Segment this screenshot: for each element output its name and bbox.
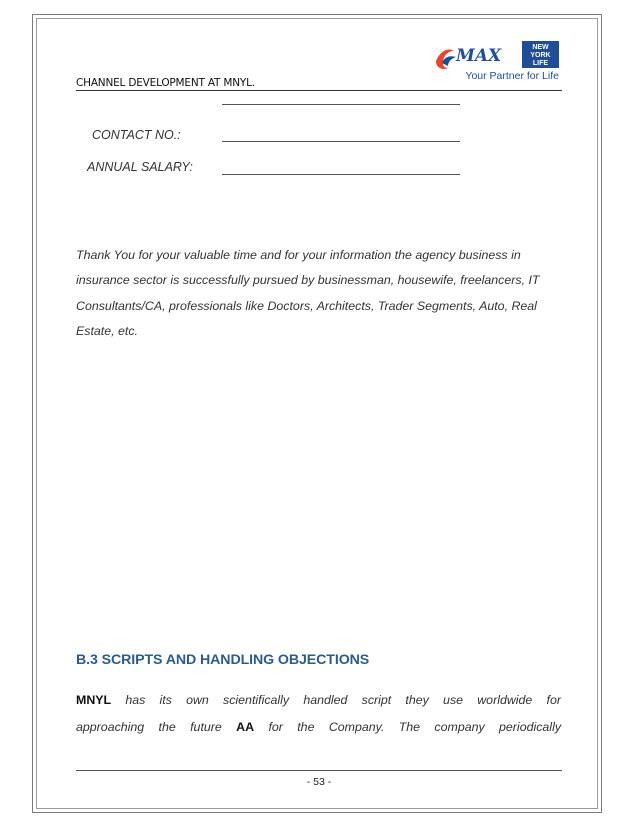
annual-salary-label: ANNUAL SALARY: [87,160,193,174]
thank-you-paragraph: Thank You for your valuable time and for your information the agency business in insurance sector is successfully pursued by businessman, housewife, freelancers, IT Consultants/CA, professionals like Doctors, Architects, Trader Segments, Auto, Real Estate, etc. [76,248,540,338]
logo-brand-text: MAX [456,46,502,66]
blank-line-top [222,104,460,105]
header-rule [76,90,562,91]
body-line-1: MNYL has its own scientifically handled script they use worldwide for [76,693,561,707]
page-number: - 53 - [306,776,332,788]
body-line-2: approaching the future AA for the Company. The company periodically [76,719,562,734]
svg-text:NEW: NEW [532,44,549,51]
contact-no-label: CONTACT NO.: [92,128,181,142]
section-body [76,687,561,740]
running-header: CHANNEL DEVELOPMENT AT MNYL. [76,77,255,89]
aa-bold: AA [236,719,255,734]
max-new-york-life-logo [430,39,562,83]
mnyl-bold: MNYL [76,693,112,707]
logo-tagline: Your Partner for Life [465,70,559,82]
section-heading: B.3 SCRIPTS AND HANDLING OBJECTIONS [76,652,370,668]
contact-no-blank [222,141,460,142]
svg-text:LIFE: LIFE [532,60,549,67]
annual-salary-blank [222,174,460,175]
footer-rule [76,770,562,771]
svg-text:YORK: YORK [530,52,551,59]
